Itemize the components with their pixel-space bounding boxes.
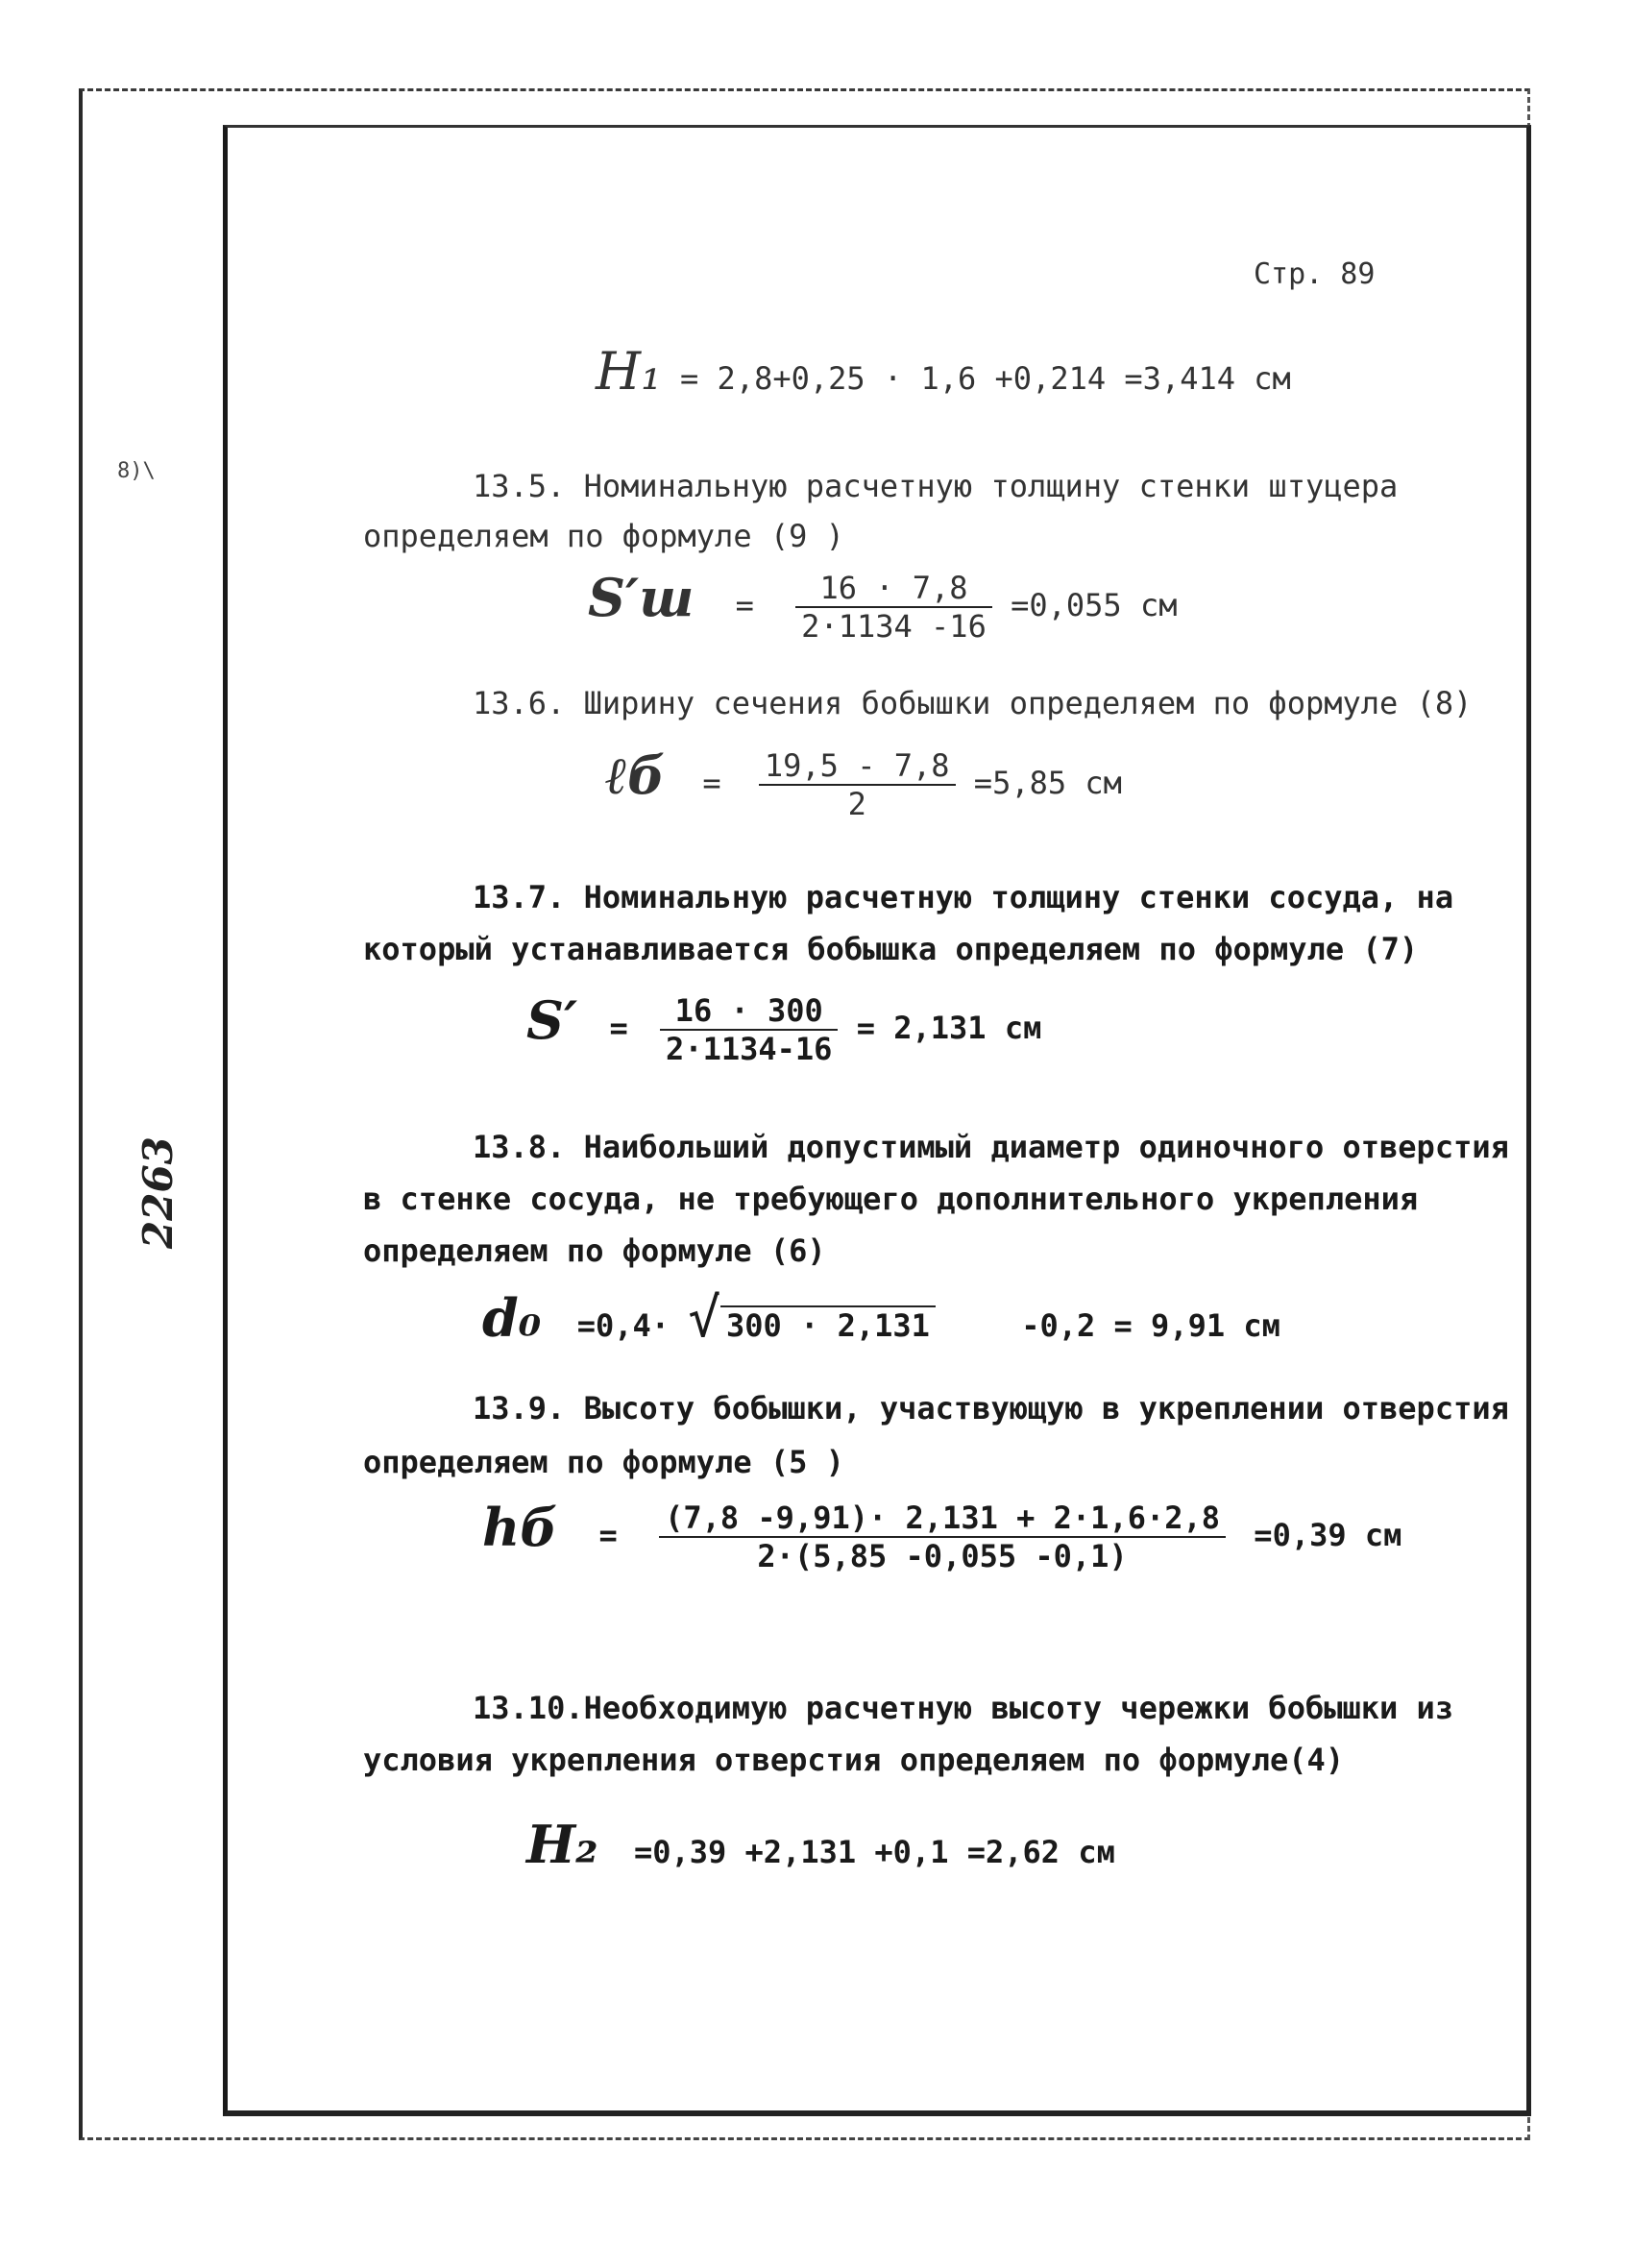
equation-result: -0,2 = 9,91 см (1021, 1307, 1280, 1344)
equation-d (482, 1287, 1280, 1350)
equation-symbol: hб (482, 1497, 558, 1558)
margin-mark: 8)\ (117, 459, 156, 483)
equation-equals: = (609, 1010, 628, 1046)
paragraph-13-7-line2: который устанавливается бобышка определяем по формуле (7) (363, 931, 1419, 967)
equation-symbol: H₁ (596, 341, 662, 402)
paragraph-13-8-line3: определяем по формуле (6) (363, 1232, 826, 1269)
fraction-numerator: 16 · 7,8 (795, 570, 992, 608)
equation-fraction (660, 992, 838, 1067)
equation-h1 (596, 341, 1291, 402)
equation-result: =0,39 см (1254, 1517, 1402, 1553)
equation-result: =0,055 см (1011, 587, 1178, 623)
equation-symbol: ℓб (605, 744, 666, 806)
paragraph-13-7-line1: 13.7. Номинальную расчетную толщину стенки сосуда, на (473, 879, 1454, 915)
paragraph-13-9-line2: определяем по формуле (5 ) (363, 1444, 844, 1480)
equation-s-shtucer (588, 567, 1177, 645)
paragraph-13-8-line1: 13.8. Наибольший допустимый диаметр одиночного отверстия (473, 1129, 1509, 1165)
fraction-numerator: 16 · 300 (660, 992, 838, 1031)
equation-l-b (605, 744, 1122, 822)
page-number: Стр. 89 (1254, 257, 1376, 291)
equation-fraction (795, 570, 992, 645)
equation-equals: = (702, 765, 721, 801)
fraction-denominator: 2·1134-16 (666, 1031, 833, 1067)
equation-fraction (659, 1500, 1226, 1574)
paragraph-13-10-line1: 13.10.Необходимую расчетную высоту чережки бобышки из (473, 1690, 1454, 1726)
equation-result: = 2,131 см (856, 1010, 1042, 1046)
equation-equals: = (598, 1517, 618, 1553)
paragraph-13-6-line1: 13.6. Ширину сечения бобышки определяем по формуле (8) (473, 685, 1473, 721)
equation-h-b (482, 1497, 1401, 1574)
fraction-numerator: 19,5 - 7,8 (759, 747, 956, 786)
fraction-numerator: (7,8 -9,91)· 2,131 + 2·1,6·2,8 (659, 1500, 1226, 1538)
sqrt-radicand: 300 · 2,131 (720, 1305, 936, 1344)
paragraph-13-5-line2: определяем по формуле (9 ) (363, 518, 844, 554)
equation-symbol: S′ (526, 989, 578, 1051)
equation-expression: =0,39 +2,131 +0,1 =2,62 см (633, 1834, 1115, 1870)
equation-fraction (759, 747, 956, 822)
equation-symbol: d₀ (482, 1287, 542, 1349)
equation-symbol: H₂ (526, 1814, 598, 1875)
equation-result: =5,85 см (973, 765, 1122, 801)
paragraph-13-10-line2: условия укрепления отверстия определяем по формуле(4) (363, 1742, 1345, 1778)
equation-equals: = (735, 587, 754, 623)
paragraph-13-8-line2: в стенке сосуда, не требующего дополнительного укрепления (363, 1181, 1419, 1217)
paragraph-13-9-line1: 13.9. Высоту бобышки, участвующую в укреплении отверстия (473, 1390, 1509, 1427)
sqrt-sign: √ (688, 1287, 720, 1350)
paragraph-13-5-line1: 13.5. Номинальную расчетную толщину стенки штуцера (473, 468, 1399, 504)
fraction-denominator: 2·1134 -16 (801, 608, 987, 645)
equation-symbol: S′ш (588, 567, 695, 628)
equation-prefix: =0,4· (576, 1307, 670, 1344)
equation-expression: = 2,8+0,25 · 1,6 +0,214 =3,414 см (680, 360, 1291, 397)
fraction-denominator: 2 (847, 786, 866, 822)
margin-vertical-number: 2263 (134, 1136, 182, 1249)
equation-h2 (526, 1814, 1115, 1875)
fraction-denominator: 2·(5,85 -0,055 -0,1) (757, 1538, 1128, 1574)
equation-s-sosud (526, 989, 1041, 1067)
